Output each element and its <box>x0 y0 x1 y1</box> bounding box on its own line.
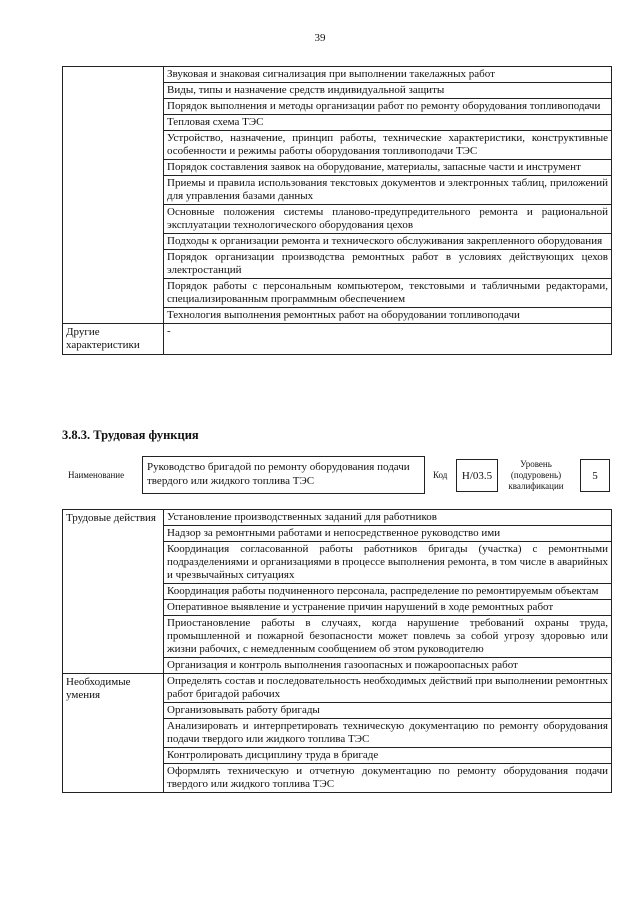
skill-item: Определять состав и последовательность необходимых действий при выполнении ремонтных работ бригадой рабочих <box>164 674 612 703</box>
level-label: Уровень (подуровень) квалификации <box>508 459 564 491</box>
knowledge-item: Порядок организации производства ремонтных работ в условиях действующих цехов электростанций <box>164 250 612 279</box>
action-item: Координация работы подчиненного персонала, распределение по ремонтируемым объектам <box>164 584 612 600</box>
knowledge-item: Приемы и правила использования текстовых документов и электронных таблиц, приложений для управления базами данных <box>164 176 612 205</box>
knowledge-item: Порядок составления заявок на оборудование, материалы, запасные части и инструмент <box>164 160 612 176</box>
other-characteristics-label: Другие характеристики <box>63 324 164 355</box>
knowledge-item: Порядок выполнения и методы организации работ по ремонту оборудования топливоподачи <box>164 99 612 115</box>
page-number: 39 <box>314 32 326 44</box>
knowledge-item: Звуковая и знаковая сигнализация при выполнении такелажных работ <box>164 67 612 83</box>
knowledge-label-cell <box>63 67 164 324</box>
function-table <box>62 509 612 793</box>
knowledge-item: Подходы к организации ремонта и технического обслуживания закрепленного оборудования <box>164 234 612 250</box>
knowledge-item: Основные положения системы планово-предупредительного ремонта и рациональной эксплуатации технологического оборудования цехов <box>164 205 612 234</box>
action-item: Оперативное выявление и устранение причин нарушений в ходе ремонтных работ <box>164 600 612 616</box>
action-item: Координация согласованной работы работников бригады (участка) с ремонтными подразделениями и организациями в процессе выполнения ремонта, в том числе в аварийных и чрезвычайных ситуациях <box>164 542 612 584</box>
name-label: Наименование <box>68 470 125 480</box>
other-characteristics-value: - <box>164 324 612 355</box>
code-value: H/03.5 <box>456 459 498 492</box>
knowledge-item: Устройство, назначение, принцип работы, технические характеристики, конструктивные особенности и режимы работы оборудования топливоподачи ТЭС <box>164 131 612 160</box>
knowledge-item: Технология выполнения ремонтных работ на оборудовании топливоподачи <box>164 308 612 324</box>
section-heading: 3.8.3. Трудовая функция <box>62 428 199 442</box>
name-value: Руководство бригадой по ремонту оборудования подачи твердого или жидкого топлива ТЭС <box>142 456 425 494</box>
skills-label: Необходимые умения <box>63 674 164 793</box>
table-row <box>63 510 612 526</box>
action-item: Надзор за ремонтными работами и непосредственное руководство ими <box>164 526 612 542</box>
actions-label: Трудовые действия <box>63 510 164 674</box>
skill-item: Оформлять техническую и отчетную документацию по ремонту оборудования подачи твердого или жидкого топлива ТЭС <box>164 764 612 793</box>
knowledge-table <box>62 66 612 355</box>
code-label: Код <box>433 470 448 480</box>
action-item: Организация и контроль выполнения газоопасных и пожароопасных работ <box>164 658 612 674</box>
table-row <box>63 674 612 703</box>
action-item: Приостановление работы в случаях, когда нарушение требований охраны труда, промышленной и пожарной безопасности может повлечь за собой угрозу здоровью или жизни рабочих, с немедленным сообщением об этом руководителю <box>164 616 612 658</box>
function-header <box>62 456 612 496</box>
knowledge-item: Тепловая схема ТЭС <box>164 115 612 131</box>
action-item: Установление производственных заданий для работников <box>164 510 612 526</box>
knowledge-item: Виды, типы и назначение средств индивидуальной защиты <box>164 83 612 99</box>
skill-item: Организовывать работу бригады <box>164 703 612 719</box>
knowledge-item: Порядок работы с персональным компьютером, текстовыми и табличными редакторами, специализированным программным обеспечением <box>164 279 612 308</box>
level-value: 5 <box>580 459 610 492</box>
table-row <box>63 324 612 355</box>
skill-item: Контролировать дисциплину труда в бригаде <box>164 748 612 764</box>
skill-item: Анализировать и интерпретировать техническую документацию по ремонту оборудования подачи твердого или жидкого топлива ТЭС <box>164 719 612 748</box>
table-row <box>63 67 612 83</box>
